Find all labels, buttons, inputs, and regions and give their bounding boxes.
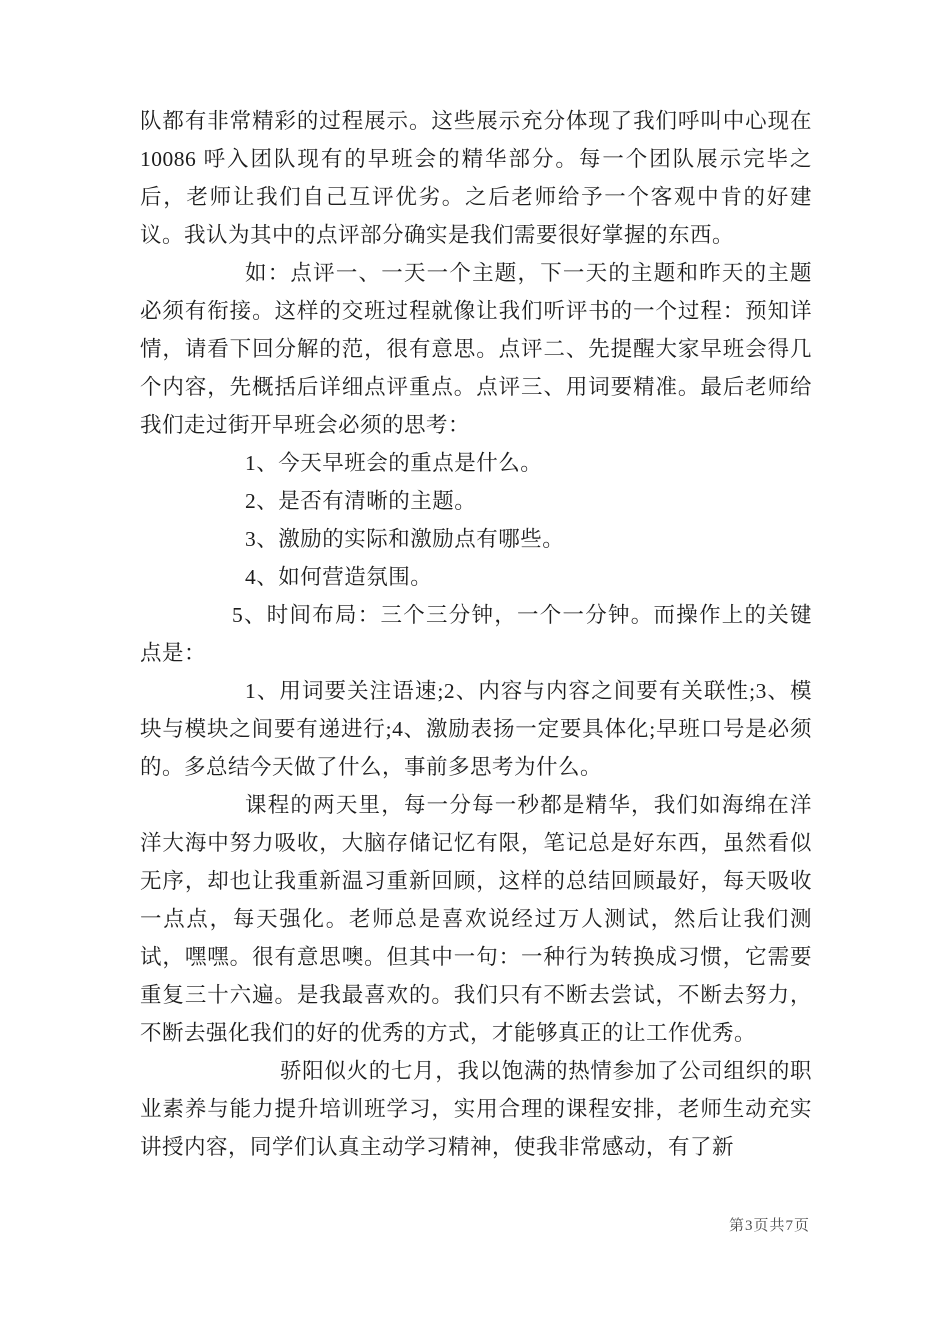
list-item: 3、激励的实际和激励点有哪些。 xyxy=(245,527,565,551)
paragraph: 1、用词要关注语速;2、内容与内容之间要有关联性;3、模块与模块之间要有递进行;4、激励表扬一定要具体化;早班口号是必须的。多总结今天做了什么，事前多思考为什么。 xyxy=(140,679,812,779)
document-body xyxy=(140,102,812,1166)
paragraph: 如：点评一、一天一个主题，下一天的主题和昨天的主题必须有衔接。这样的交班过程就像让我们听评书的一个过程：预知详情，请看下回分解的范，很有意思。点评二、先提醒大家早班会得几个内容，先概括后详细点评重点。点评三、用词要精准。最后老师给我们走过街开早班会必须的思考： xyxy=(140,261,812,437)
paragraph: 队都有非常精彩的过程展示。这些展示充分体现了我们呼叫中心现在 10086 呼入团队现有的早班会的精华部分。每一个团队展示完毕之后，老师让我们自己互评优劣。之后老师给予一个客观中肯的好建议。我认为其中的点评部分确实是我们需要很好掌握的东西。 xyxy=(140,109,812,247)
list-item: 5、时间布局：三个三分钟，一个一分钟。而操作上的关键点是： xyxy=(140,603,812,665)
list-item: 1、今天早班会的重点是什么。 xyxy=(245,451,543,475)
page-footer xyxy=(729,1216,810,1236)
list-item: 2、是否有清晰的主题。 xyxy=(245,489,477,513)
page-number-indicator: 第3页共7页 xyxy=(728,1218,810,1234)
paragraph: 骄阳似火的七月，我以饱满的热情参加了公司组织的职业素养与能力提升培训班学习，实用合理的课程安排，老师生动充实讲授内容，同学们认真主动学习精神，使我非常感动，有了新 xyxy=(140,1059,812,1159)
paragraph: 课程的两天里，每一分每一秒都是精华，我们如海绵在洋洋大海中努力吸收，大脑存储记忆有限，笔记总是好东西，虽然看似无序，却也让我重新温习重新回顾，这样的总结回顾最好，每天吸收一点点，每天强化。老师总是喜欢说经过万人测试，然后让我们测试，嘿嘿。很有意思噢。但其中一句：一种行为转换成习惯，它需要重复三十六遍。是我最喜欢的。我们只有不断去尝试，不断去努力，不断去强化我们的好的优秀的方式，才能够真正的让工作优秀。 xyxy=(140,793,812,1045)
list-item: 4、如何营造氛围。 xyxy=(245,565,433,589)
